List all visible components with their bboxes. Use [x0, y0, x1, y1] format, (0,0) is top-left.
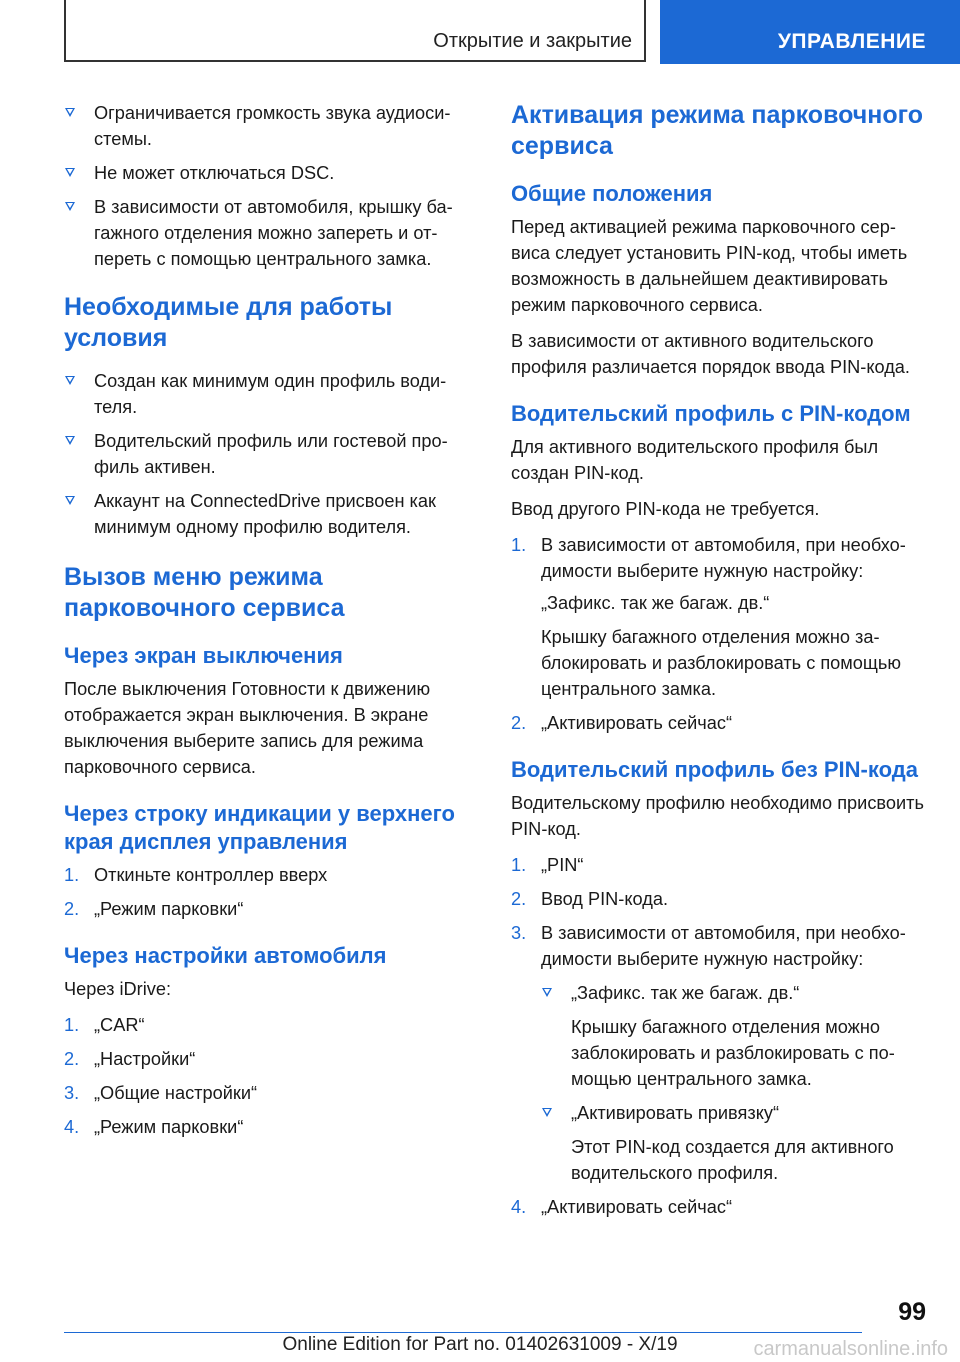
step-item: 1. В зависимости от автомобиля, при необхо-димости выберите нужную настройку: „Зафикс. так же багаж. дв.“ Крышку багажного отделения можно за-блокировать и разблокировать с помощью центрального замка.	[511, 532, 931, 702]
option-description: Крышку багажного отделения можно за-блокировать и разблокировать с помощью центрального замка.	[541, 627, 902, 699]
watermark-logo: carmanualsonline.info	[753, 1338, 948, 1360]
sub-list-item: „Активировать привязку“ Этот PIN-код создается для активного водительского профиля.	[541, 1100, 931, 1186]
header-chapter-label: УПРАВЛЕНИЕ	[777, 30, 926, 53]
triangle-bullet-icon	[65, 202, 75, 211]
option-value: „Зафикс. так же багаж. дв.“	[541, 593, 770, 613]
call-menu-heading: Вызов меню режима парковочного сервиса	[64, 563, 345, 622]
footer-divider	[64, 1332, 862, 1333]
header-chapter-tab	[660, 0, 960, 64]
page-number: 99	[898, 1298, 926, 1326]
sub-list-item: „Зафикс. так же багаж. дв.“ Крышку багажного отделения можно заблокировать и разблокировать с по-мощью центрального замка.	[541, 980, 931, 1092]
footer-edition: Online Edition for Part no. 01402631009 - X/19	[282, 1334, 678, 1355]
list-item: В зависимости от автомобиля, крышку ба-гажного отделения можно запереть и от-переть с помощью центрального замка.	[64, 194, 484, 272]
with-pin-paragraph-1: Для активного водительского профиля был создан PIN-код.	[511, 437, 879, 483]
activate-heading: Активация режима парковочного сервиса	[511, 101, 923, 160]
step-item: 2. „Настройки“	[64, 1049, 196, 1069]
triangle-bullet-icon	[542, 988, 552, 997]
header-section-title: Открытие и закрытие	[433, 30, 632, 52]
step-item: 3. „Общие настройки“	[64, 1083, 258, 1103]
right-column	[511, 100, 931, 1232]
header-section-box	[64, 0, 646, 62]
triangle-bullet-icon	[65, 496, 75, 505]
step-item: 4. „Активировать сейчас“	[511, 1197, 733, 1217]
list-item: Не может отключаться DSC.	[64, 160, 484, 186]
left-column	[64, 100, 484, 1152]
triangle-bullet-icon	[65, 108, 75, 117]
triangle-bullet-icon	[65, 376, 75, 385]
list-item: Создан как минимум один профиль води-теля.	[64, 368, 484, 420]
list-item: Аккаунт на ConnectedDrive присвоен как минимум одному профилю водителя.	[64, 488, 484, 540]
with-pin-steps	[511, 532, 931, 736]
via-settings-steps	[64, 1012, 484, 1140]
step-item: 3. В зависимости от автомобиля, при необхо-димости выберите нужную настройку: „Зафикс. так же багаж. дв.“ Крышку багажного отделения можно заблокировать и разблокировать с по-мощью центрального замка. „Активировать привязку“ Этот PIN-код создается для активного водительского профиля.	[511, 920, 931, 1186]
general-paragraph-2: В зависимости от активного водительского профиля различается порядок ввода PIN-кода.	[511, 331, 910, 377]
list-item: Водительский профиль или гостевой про-филь активен.	[64, 428, 484, 480]
step-item: 2. „Режим парковки“	[64, 899, 244, 919]
triangle-bullet-icon	[65, 168, 75, 177]
step-item: 2. „Активировать сейчас“	[511, 713, 733, 733]
step-item: 1. Откиньте контроллер вверх	[64, 865, 328, 885]
no-pin-paragraph: Водительскому профилю необходимо присвоить PIN-код.	[511, 793, 924, 839]
step-item: 1. „PIN“	[511, 855, 584, 875]
requirements-heading: Необходимые для работы условия	[64, 293, 393, 352]
step-item: 4. „Режим парковки“	[64, 1117, 244, 1137]
via-status-bar-steps	[64, 862, 484, 922]
step-item: 1. „CAR“	[64, 1015, 145, 1035]
triangle-bullet-icon	[65, 436, 75, 445]
via-off-screen-heading: Через экран выключения	[64, 643, 343, 668]
list-item: Ограничивается громкость звука аудиоси-стемы.	[64, 100, 484, 152]
no-pin-steps	[511, 852, 931, 1220]
via-off-screen-text: После выключения Готовности к движению отображается экран выключения. В экране выключения выберите запись для режима парковочного сервиса.	[64, 679, 431, 777]
general-heading: Общие положения	[511, 181, 713, 206]
via-settings-text: Через iDrive:	[64, 979, 171, 999]
via-settings-heading: Через настройки автомобиля	[64, 943, 387, 968]
via-status-bar-heading: Через строку индикации у верхнего края дисплея управления	[64, 801, 455, 854]
step-item: 2. Ввод PIN-кода.	[511, 889, 669, 909]
no-pin-heading: Водительский профиль без PIN-кода	[511, 757, 918, 782]
with-pin-heading: Водительский профиль с PIN-кодом	[511, 401, 911, 426]
with-pin-paragraph-2: Ввод другого PIN-кода не требуется.	[511, 499, 820, 519]
general-paragraph-1: Перед активацией режима парковочного сер-виса следует установить PIN-код, чтобы иметь возможность в дальнейшем деактивировать режим парковочного сервиса.	[511, 217, 908, 315]
requirements-list	[64, 368, 484, 540]
triangle-bullet-icon	[542, 1108, 552, 1117]
intro-list	[64, 100, 484, 272]
